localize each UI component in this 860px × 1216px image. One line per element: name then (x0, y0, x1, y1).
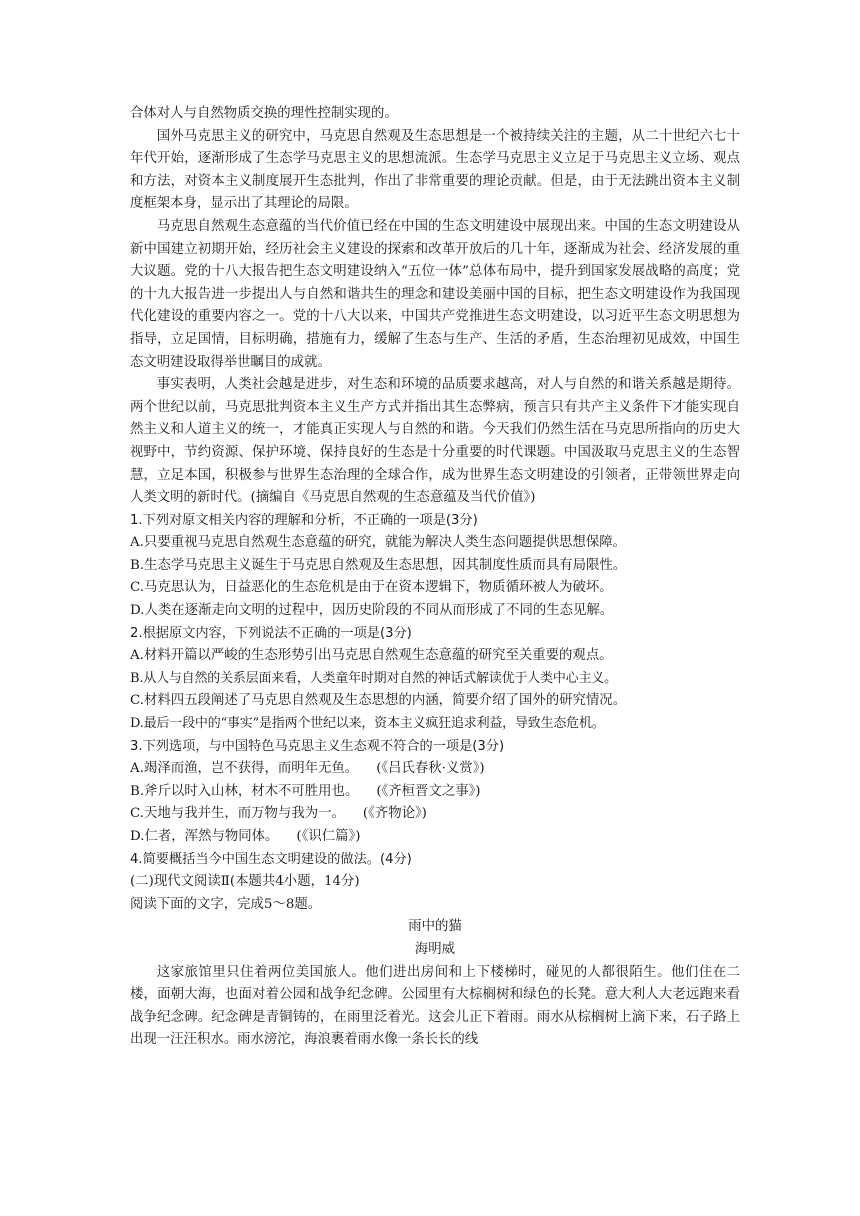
paragraph-foreign-research: 国外马克思主义的研究中，马克思自然观及生态思想是一个被持续关注的主题，从二十世纪六七十年代开始，逐渐形成了生态学马克思主义的思想流派。生态学马克思主义立足于马克思主义立场、观点和方法，对资本主义制度展开生态批判，作出了非常重要的理论贡献。但是，由于无法跳出资本主义制度框架本身，显示出了其理论的局限。 (130, 128, 740, 212)
question-2-option-b: B.从人与自然的关系层面来看，人类童年时期对自然的神话式解读优于人类中心主义。 (130, 670, 617, 686)
exam-page (130, 103, 740, 1052)
question-3-option-d (130, 826, 740, 849)
section-heading: (二)现代文阅读Ⅱ(本题共4小题，14分) (130, 874, 360, 890)
question-1-option-c: C.马克思认为，日益恶化的生态危机是由于在资本逻辑下，物质循环被人为破坏。 (130, 580, 613, 596)
story-author: 海明威 (414, 941, 456, 957)
option-text: B.斧斤以时入山林，材木不可胜用也。 (130, 783, 359, 799)
question-1-option-a: A.只要重视马克思自然观生态意蕴的研究，就能为解决人类生态问题提供思想保障。 (130, 535, 626, 551)
story-title: 雨中的猫 (408, 919, 462, 935)
option-text: D.仁者，浑然与物同体。 (130, 829, 279, 844)
question-2-option-c: C.材料四五段阐述了马克思自然观及生态思想的内涵，简要介绍了国外的研究情况。 (130, 693, 627, 709)
paragraph-conclusion: 事实表明，人类社会越是进步，对生态和环境的品质要求越高，对人与自然的和谐关系越是期待。两个世纪以前，马克思批判资本主义生产方式并指出其生态弊病，预言只有共产主义条件下才能实现自然主义和人道主义的统一，才能真正实现人与自然的和谐。今天我们仍然生活在马克思所指向的历史大视野中，节约资源、保护环境、保持良好的生态是十分重要的时代课题。中国汲取马克思主义的生态智慧，立足本国，积极参与世界生态治理的全球合作，成为世界生态文明建设的引领者，正带领世界走向人类文明的新时代。(摘编自《马克思自然观的生态意蕴及当代价值》) (130, 377, 740, 506)
question-3-option-b (130, 781, 740, 804)
question-2-option-a: A.材料开篇以严峻的生态形势引出马克思自然观生态意蕴的研究至关重要的观点。 (130, 648, 613, 664)
paragraph-continuation: 合体对人与自然物质交换的理性控制实现的。 (130, 106, 398, 121)
story-paragraph: 这家旅馆里只住着两位美国旅人。他们进出房间和上下楼梯时，碰见的人都很陌生。他们住在二楼，面朝大海，也面对着公园和战争纪念碑。公园里有大棕榈树和绿色的长凳。意大利人大老远跑来看战争纪念碑。纪念碑是青铜铸的，在雨里泛着光。这会儿正下着雨。雨水从棕榈树上滴下来，石子路上出现一汪汪积水。雨水滂沱，海浪裹着雨水像一条长长的线 (130, 964, 740, 1048)
section-instruction: 阅读下面的文字，完成5～8题。 (130, 896, 322, 912)
question-3-option-a (130, 758, 740, 781)
question-3 (130, 736, 740, 849)
paragraph-china-ecology: 马克思自然观生态意蕴的当代价值已经在中国的生态文明建设中展现出来。中国的生态文明建设从新中国建立初期开始，经历社会主义建设的探索和改革开放后的几十年，逐渐成为社会、经济发展的重大议题。党的十八大报告把生态文明建设纳入“五位一体”总体布局中，提升到国家发展战略的高度；党的十九大报告进一步提出人与自然和谐共生的理念和建设美丽中国的目标，把生态文明建设作为我国现代化建设的重要内容之一。党的十八大以来，中国共产党推进生态文明建设，以习近平生态文明思想为指导，立足国情，目标明确，措施有力，缓解了生态与生产、生活的矛盾，生态治理初见成效，中国生态文明建设取得举世瞩目的成就。 (130, 218, 740, 370)
question-1 (130, 510, 740, 623)
question-3-option-c (130, 803, 740, 826)
question-4-stem: 4.简要概括当今中国生态文明建设的做法。(4分) (130, 851, 412, 867)
question-1-stem: 1.下列对原文相关内容的理解和分析，不正确的一项是(3分) (130, 512, 478, 528)
question-3-stem: 3.下列选项，与中国特色马克思主义生态观不符合的一项是(3分) (130, 738, 505, 754)
question-2-option-d: D.最后一段中的“事实”是指两个世纪以来，资本主义疯狂追求利益，导致生态危机。 (130, 716, 605, 732)
option-source: (《识仁篇》) (296, 829, 361, 844)
question-1-option-d: D.人类在逐渐走向文明的过程中，因历史阶段的不同从而形成了不同的生态见解。 (130, 603, 614, 619)
question-2-stem: 2.根据原文内容，下列说法不正确的一项是(3分) (130, 625, 412, 641)
option-text: A.竭泽而渔，岂不获得，而明年无鱼。 (130, 761, 359, 777)
option-source: (《齐物论》) (362, 806, 427, 822)
option-source: (《吕氏春秋·义赏》) (376, 761, 485, 777)
option-source: (《齐桓晋文之事》) (376, 783, 481, 799)
question-2 (130, 623, 740, 736)
option-text: C.天地与我并生，而万物与我为一。 (130, 806, 345, 822)
question-1-option-b: B.生态学马克思主义诞生于马克思自然观及生态思想，因其制度性质而具有局限性。 (130, 557, 627, 573)
